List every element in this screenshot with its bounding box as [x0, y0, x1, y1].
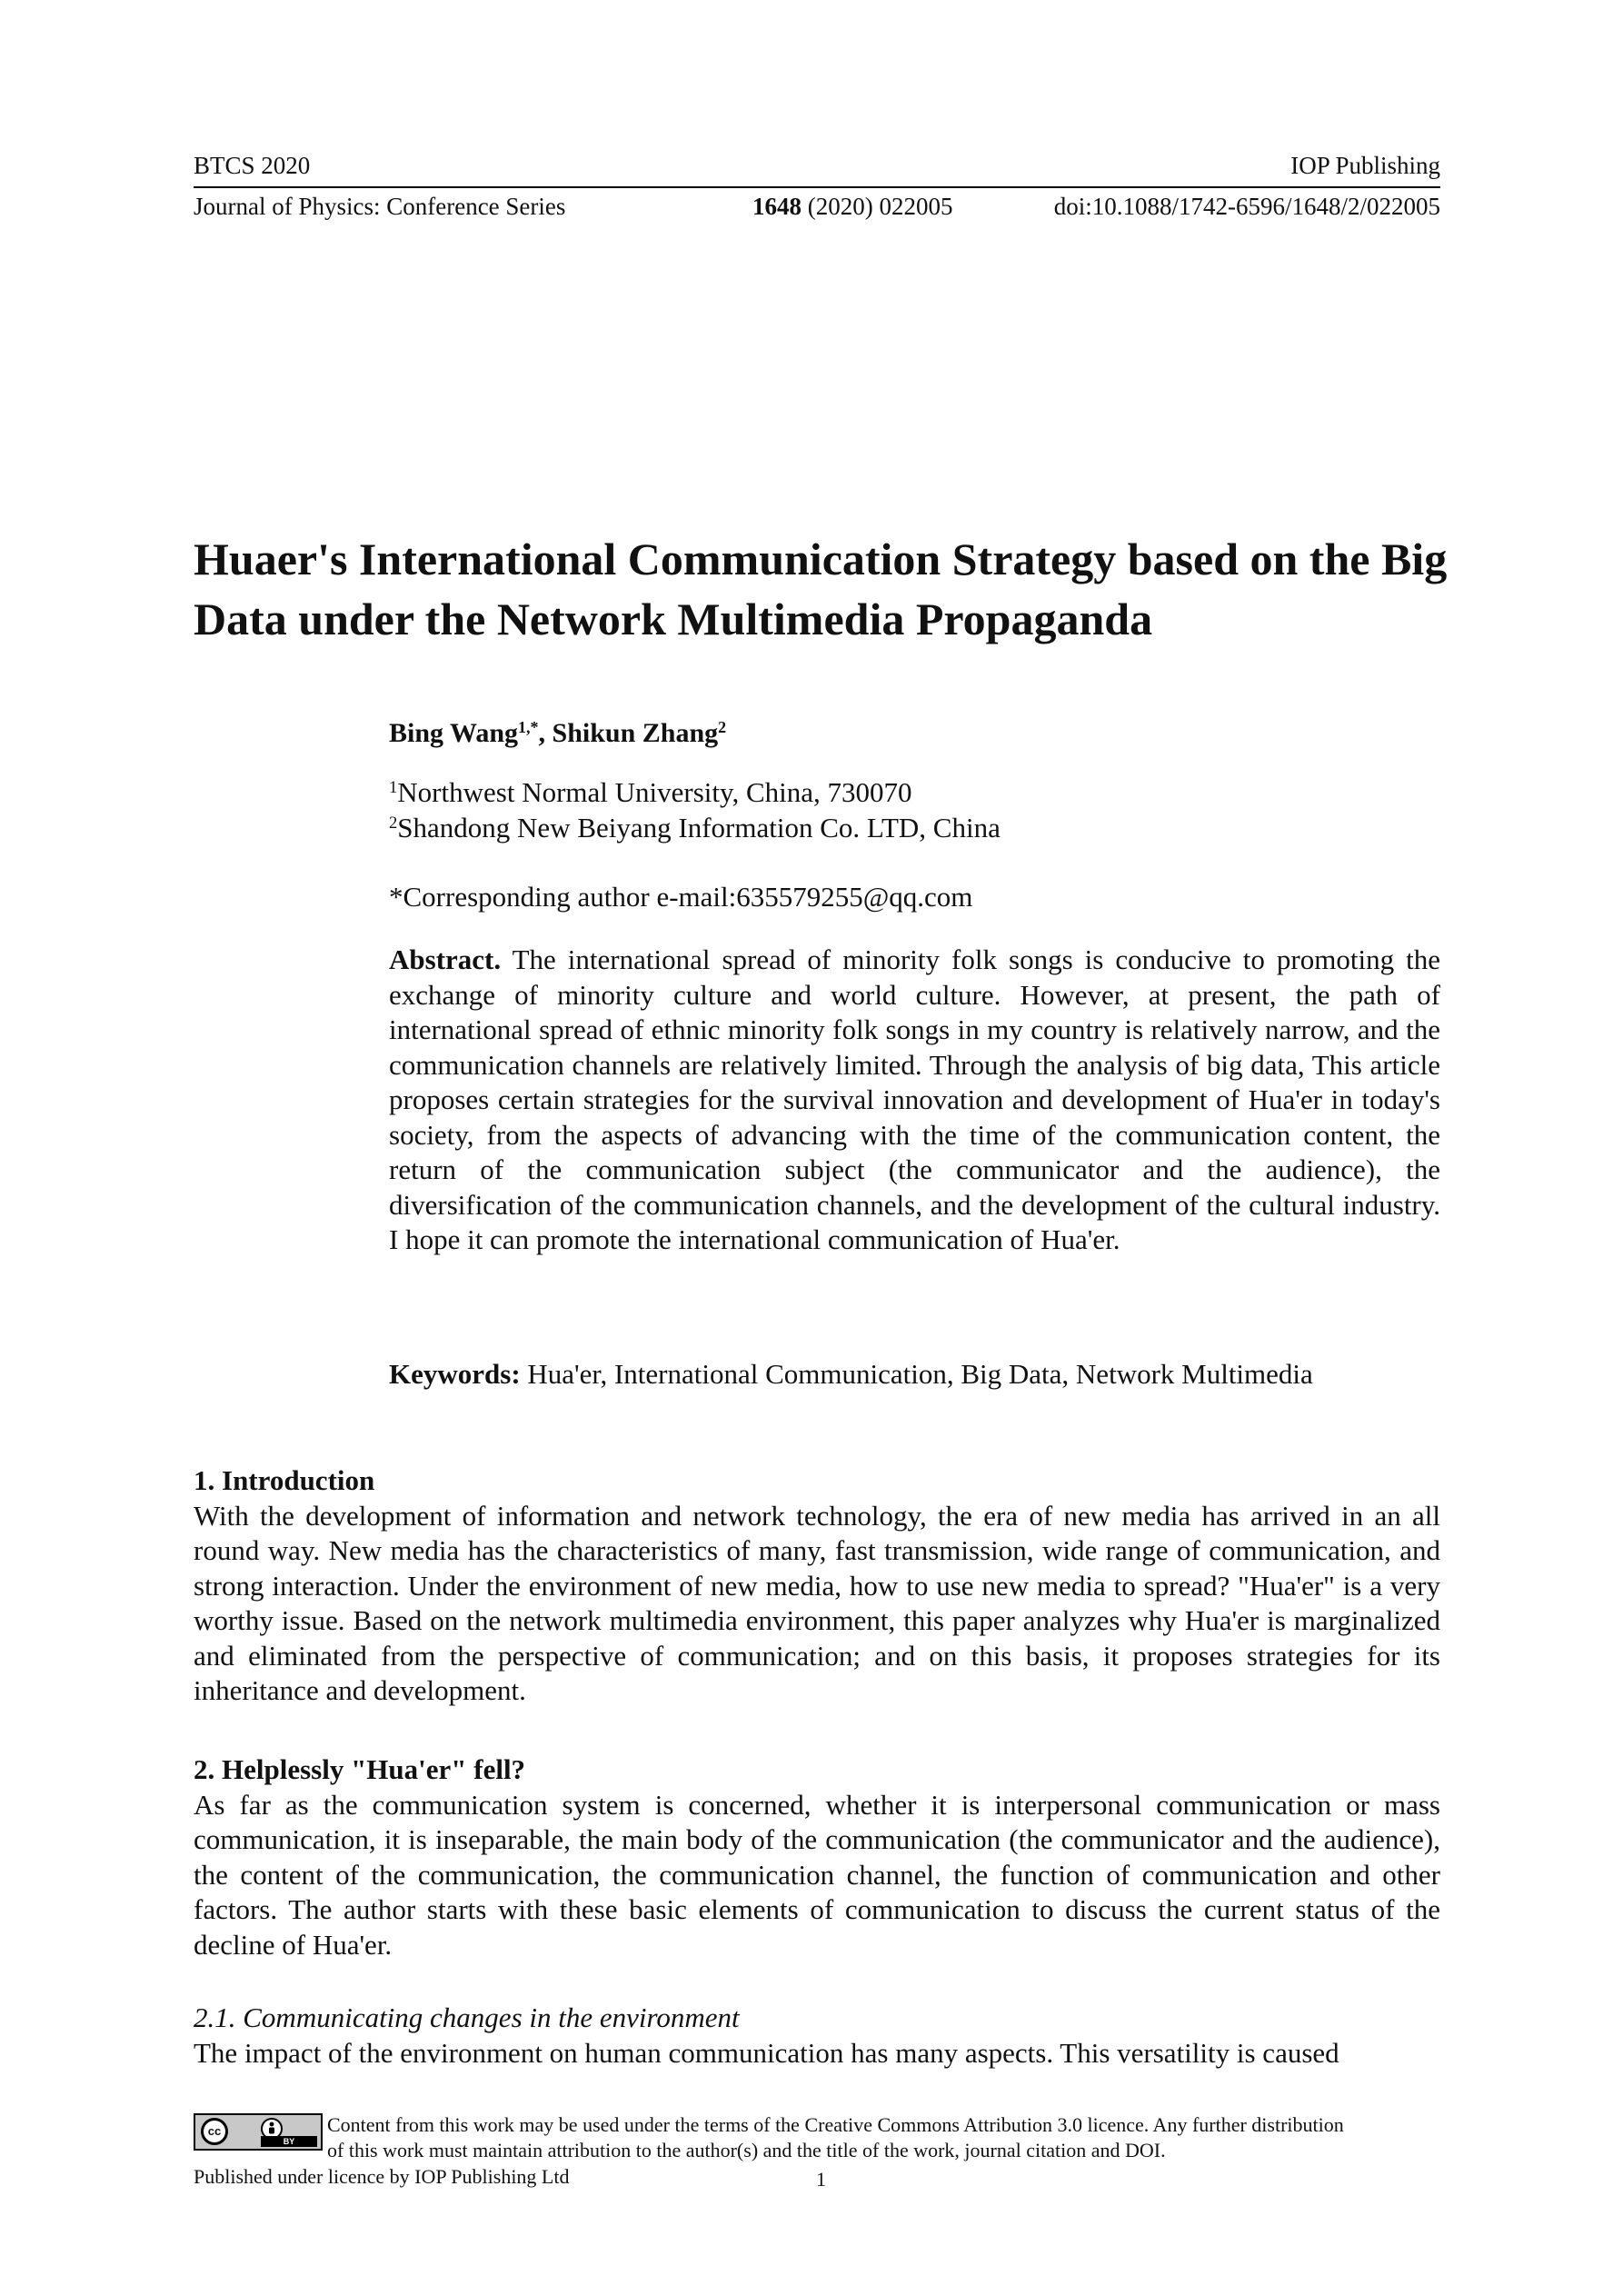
- abstract-text: The international spread of minority folk songs is conducive to promoting the exchange of minority culture and world culture. However, at present, the path of international spread of ethnic minority folk songs in my country is relatively narrow, and the communication channels are relatively limited. Through the analysis of big data, This article proposes certain strategies for the survival innovation and development of Hua'er in today's society, from the aspects of advancing with the time of the communication content, the return of the communication subject (the communicator and the audience), the diversification of the communication channels, and the development of the cultural industry. I hope it can promote the international communication of Hua'er.: [389, 943, 1440, 1255]
- header-rule: [194, 186, 1440, 188]
- affiliation: [389, 774, 912, 811]
- paper-title: Huaer's International Communication Strategy based on the Big Data under the Network Multimedia Propaganda: [194, 534, 1448, 644]
- section-body: The impact of the environment on human communication has many aspects. This versatility is caused: [194, 2036, 1339, 2069]
- by-badge: BY: [261, 2136, 317, 2147]
- section-introduction: [194, 1463, 1440, 1709]
- year-article: (2020) 022005: [807, 193, 953, 220]
- author-list: [389, 718, 726, 749]
- journal-name: Journal of Physics: Conference Series: [194, 193, 566, 220]
- affiliation-text: Northwest Normal University, China, 730070: [397, 776, 912, 808]
- conference-name: BTCS 2020: [194, 152, 311, 179]
- volume-number: 1648: [752, 193, 802, 220]
- cc-icon: cc: [201, 2118, 228, 2145]
- page-number: 1: [816, 2168, 826, 2191]
- section-heading: 2. Helplessly "Hua'er" fell?: [194, 1753, 526, 1785]
- volume-info: [752, 192, 952, 221]
- affiliation: [389, 810, 1001, 846]
- abstract-label: Abstract.: [389, 943, 502, 975]
- author-affiliation-mark: 2: [718, 718, 727, 737]
- keywords: [389, 1358, 1479, 1391]
- doi-link[interactable]: doi:10.1088/1742-6596/1648/2/022005: [1053, 193, 1440, 220]
- section-decline: [194, 1752, 1440, 1962]
- publisher-statement: Published under licence by IOP Publishing Ltd: [194, 2165, 570, 2188]
- corresponding-author: *Corresponding author e-mail:635579255@qq.com: [389, 881, 973, 913]
- keywords-label: Keywords:: [389, 1358, 521, 1390]
- author-name: Bing Wang: [389, 718, 519, 748]
- license-text: Content from this work may be used under the terms of the Creative Commons Attribution 3.0 licence. Any further distribution: [327, 2113, 1344, 2136]
- author-affiliation-mark: 1,*: [518, 718, 539, 737]
- abstract: [389, 943, 1440, 1258]
- keywords-text: Hua'er, International Communication, Big Data, Network Multimedia: [520, 1358, 1313, 1390]
- section-environment: [194, 2001, 1440, 2071]
- cc-by-license-icon[interactable]: [194, 2113, 323, 2151]
- affiliation-mark: 2: [389, 813, 398, 833]
- affiliation-mark: 1: [389, 777, 398, 797]
- section-body: With the development of information and network technology, the era of new media has arrived in an all round way. New media has the characteristics of many, fast transmission, wide range of communication, and strong interaction. Under the environment of new media, how to use new media to spread? "Hua'er" is a very worthy issue. Based on the network multimedia environment, this paper analyzes why Hua'er is marginalized and eliminated from the perspective of communication; and on this basis, it proposes strategies for its inheritance and development.: [194, 1499, 1440, 1706]
- publisher-name: IOP Publishing: [1290, 152, 1440, 179]
- author-name: Shikun Zhang: [552, 718, 719, 748]
- section-body: As far as the communication system is concerned, whether it is interpersonal communication or mass communication, it is inseparable, the main body of the communication (the communicator and the audience), the content of the communication, the communication channel, the function of communication and other factors. The author starts with these basic elements of communication to discuss the current status of the decline of Hua'er.: [194, 1788, 1440, 1961]
- subsection-heading: 2.1. Communicating changes in the environment: [194, 2002, 740, 2033]
- author-separator: ,: [538, 718, 553, 748]
- affiliation-text: Shandong New Beiyang Information Co. LTD, China: [397, 812, 1001, 844]
- section-heading: 1. Introduction: [194, 1464, 375, 1496]
- license-text: of this work must maintain attribution to the author(s) and the title of the work, journal citation and DOI.: [327, 2139, 1166, 2161]
